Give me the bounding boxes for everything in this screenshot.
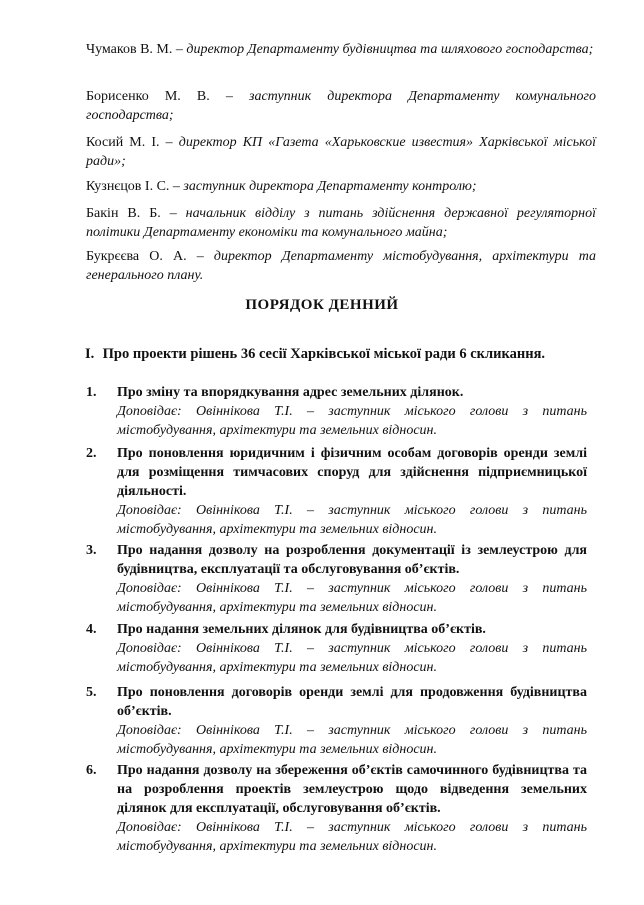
item-number: 3.: [86, 543, 97, 558]
item-reporter: Доповідає: Овіннікова Т.І. – заступник міського голови з питань містобудування, архітектури та земельних відносин.: [117, 641, 587, 675]
attendee-role: директор Департаменту будівництва та шляхового господарства;: [186, 42, 594, 57]
attendee-name: Букрєєва О. А.: [86, 249, 187, 264]
agenda-title: ПОРЯДОК ДЕННИЙ: [245, 297, 399, 313]
attendee-name: Борисенко М. В.: [86, 89, 210, 104]
section-title: Про проекти рішень 36 сесії Харківської міської ради 6 скликання.: [102, 346, 546, 362]
item-reporter: Доповідає: Овіннікова Т.І. – заступник міського голови з питань містобудування, архітектури та земельних відносин.: [117, 820, 587, 854]
attendee-entry: [86, 133, 596, 171]
item-title: Про зміну та впорядкування адрес земельних ділянок.: [117, 385, 464, 400]
attendee-separator: –: [160, 206, 186, 221]
attendee-entry: [86, 40, 596, 59]
attendee-role: директор Департаменту містобудування, архітектури та генерального плану.: [86, 249, 596, 283]
item-title: Про поновлення юридичним і фізичним особам договорів оренди землі для розміщення тимчасових споруд для здійснення підприємницької діяльності.: [117, 446, 587, 499]
attendee-separator: –: [172, 42, 187, 57]
item-reporter: Доповідає: Овіннікова Т.І. – заступник міського голови з питань містобудування, архітектури та земельних відносин.: [117, 404, 587, 438]
attendee-entry: [86, 247, 596, 285]
attendee-role: заступник директора Департаменту контролю;: [183, 179, 477, 194]
item-reporter: Доповідає: Овіннікова Т.І. – заступник міського голови з питань містобудування, архітектури та земельних відносин.: [117, 581, 587, 615]
attendee-name: Бакін В. Б.: [86, 206, 161, 221]
section-number: I.: [85, 346, 95, 362]
attendee-name: Чумаков В. М.: [86, 42, 173, 57]
item-title: Про надання дозволу на збереження об’єктів самочинного будівництва та на розроблення проектів землеустрою щодо відведення земельних ділянок для експлуатації, обслуговування об’єктів.: [117, 763, 587, 816]
agenda-item: [86, 444, 596, 539]
item-title: Про поновлення договорів оренди землі для продовження будівництва об’єктів.: [117, 685, 587, 719]
item-number: 5.: [86, 685, 97, 700]
attendee-role: директор КП «Газета «Харьковские известия» Харківської міської ради»;: [86, 135, 596, 169]
attendee-name: Кузнєцов І. С.: [86, 179, 170, 194]
attendee-entry: [86, 87, 596, 125]
section-heading: [85, 346, 605, 363]
attendee-separator: –: [209, 89, 249, 104]
attendee-name: Косий М. І.: [86, 135, 160, 150]
attendee-separator: –: [159, 135, 179, 150]
agenda-item: [86, 620, 596, 677]
agenda-item: [86, 383, 596, 440]
agenda-item: [86, 683, 596, 759]
item-number: 2.: [86, 446, 97, 461]
item-number: 1.: [86, 385, 97, 400]
attendee-entry: [86, 177, 596, 196]
item-reporter: Доповідає: Овіннікова Т.І. – заступник міського голови з питань містобудування, архітектури та земельних відносин.: [117, 723, 587, 757]
agenda-item: [86, 541, 596, 617]
item-title: Про надання земельних ділянок для будівництва об’єктів.: [117, 622, 486, 637]
item-reporter: Доповідає: Овіннікова Т.І. – заступник міського голови з питань містобудування, архітектури та земельних відносин.: [117, 503, 587, 537]
attendee-separator: –: [169, 179, 184, 194]
agenda-item: [86, 761, 596, 856]
attendee-entry: [86, 204, 596, 242]
item-number: 4.: [86, 622, 97, 637]
attendee-separator: –: [186, 249, 214, 264]
attendee-role: заступник директора Департаменту комунального господарства;: [86, 89, 597, 123]
item-number: 6.: [86, 763, 97, 778]
item-title: Про надання дозволу на розроблення документації із землеустрою для будівництва, експлуатації та обслуговування об’єктів.: [117, 543, 587, 577]
attendee-role: начальник відділу з питань здійснення державної регуляторної політики Департаменту економіки та комунального майна;: [86, 206, 596, 240]
